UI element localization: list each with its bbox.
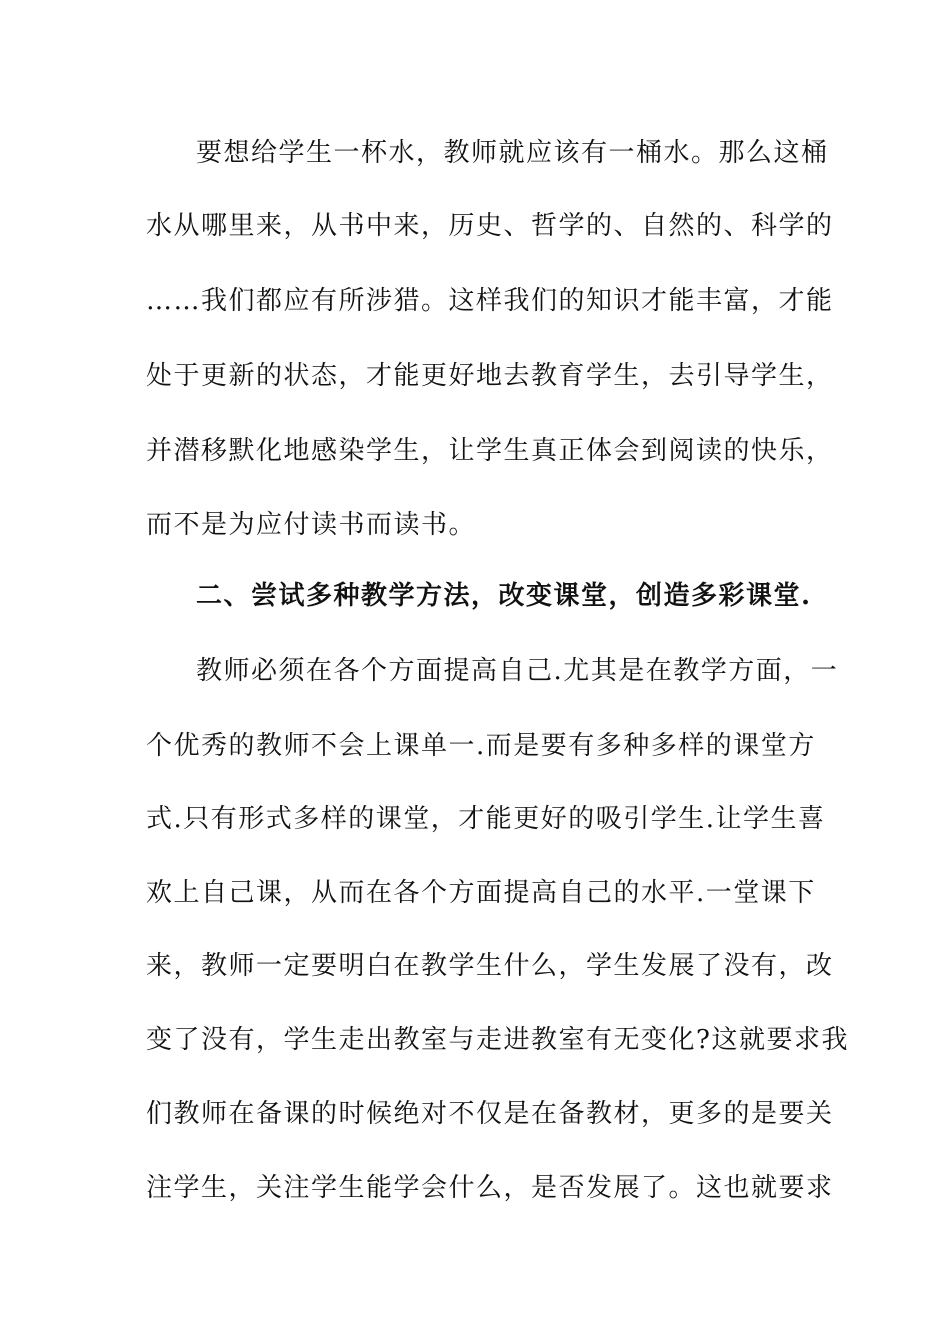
paragraph-line: 注学生，关注学生能学会什么，是否发展了。这也就要求 — [146, 1173, 834, 1203]
paragraph-line: 要想给学生一杯水，教师就应该有一桶水。那么这桶 — [196, 138, 829, 168]
paragraph-line: 而不是为应付读书而读书。 — [146, 510, 477, 540]
paragraph-line: ……我们都应有所涉猎。这样我们的知识才能丰富，才能 — [146, 286, 834, 316]
paragraph-line: 教师必须在各个方面提高自己.尤其是在教学方面，一 — [196, 656, 839, 686]
paragraph-line: 式.只有形式多样的课堂，才能更好的吸引学生.让学生喜 — [146, 804, 826, 834]
paragraph-line: 水从哪里来，从书中来，历史、哲学的、自然的、科学的 — [146, 211, 834, 241]
paragraph-line: 个优秀的教师不会上课单一.而是要有多种多样的课堂方 — [146, 731, 816, 761]
paragraph-line: 欢上自己课，从而在各个方面提高自己的水平.一堂课下 — [146, 878, 816, 908]
paragraph-line: 处于更新的状态，才能更好地去教育学生，去引导学生， — [146, 361, 834, 391]
paragraph-line: 变了没有，学生走出教室与走进教室有无变化?这就要求我 — [146, 1025, 849, 1055]
paragraph-line: 并潜移默化地感染学生，让学生真正体会到阅读的快乐， — [146, 436, 834, 466]
paragraph-line: 来，教师一定要明白在教学生什么，学生发展了没有，改 — [146, 951, 834, 981]
paragraph-line: 们教师在备课的时候绝对不仅是在备教材，更多的是要关 — [146, 1099, 834, 1129]
section-heading: 二、尝试多种教学方法，改变课堂，创造多彩课堂. — [196, 581, 812, 611]
